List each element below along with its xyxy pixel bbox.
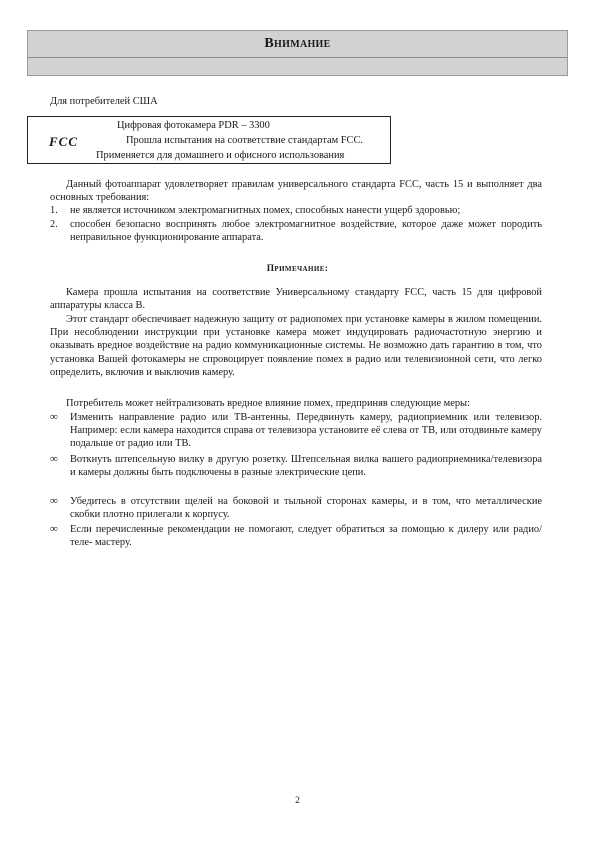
- measure-text: Воткнуть штепсельную вилку в другую розетку. Штепсельная вилка вашего радиоприемника/телевизора и камеры должны быть подключены в разные электрические цепи.: [70, 454, 542, 479]
- measure-text: Убедитесь в отсутствии щелей на боковой и тыльной сторонах камеры, и в том, что металлические скобки плотно прилегали к корпусу.: [70, 496, 542, 521]
- measure-item: [50, 453, 542, 479]
- page-title: Внимание: [264, 36, 331, 51]
- consumer-label: Для потребителей США: [50, 96, 158, 107]
- measure-item: [50, 411, 542, 451]
- note-paragraph: Этот стандарт обеспечивает надежную защиту от радиопомех при установке камеры в жилом помещении. При несоблюдении инструкции при установке камера может индуцировать радиочастотную энергию и оказывать вредное воздействие на радио коммуникационные системы. Не возможно дать гарантию в том, что установка Вашей фотокамеры не спровоцирует появление помех в радио или телевизионной сети, что легко определить, включив и выключив камеру.: [50, 314, 542, 378]
- list-marker: 1.: [50, 205, 58, 216]
- requirement-item: [50, 204, 542, 217]
- fcc-logo: FCC: [49, 134, 79, 149]
- requirement-item: [50, 218, 542, 244]
- measure-text: Если перечисленные рекомендации не помогают, следует обратиться за помощью к дилеру или радио/теле- мастеру.: [70, 524, 542, 549]
- page-number: 2: [295, 796, 300, 806]
- header-banner: [27, 30, 568, 76]
- measure-text: Изменить направление радио или ТВ-антенны. Передвинуть камеру, радиоприемник или телевизор. Например: если камера находится справа от телевизора установите её слева от ТВ, или отодвиньте камеру подальше от радио или ТВ.: [70, 412, 542, 450]
- list-marker: 2.: [50, 219, 58, 230]
- note-paragraph: Потребитель может нейтрализовать вредное влияние помех, предприняв следующие меры:: [66, 398, 470, 409]
- fcc-line-tested: Прошла испытания на соответствие стандартам FCC.: [126, 135, 364, 146]
- note-paragraph: Камера прошла испытания на соответствие Универсальному стандарту FCC, часть 15 для цифровой аппаратуры класса B.: [50, 287, 542, 312]
- measure-item: [50, 523, 542, 549]
- requirement-text: не является источником электромагнитных помех, способных нанести ущерб здоровью;: [70, 205, 461, 216]
- infinity-bullet-icon: ∞: [50, 523, 58, 535]
- measure-item: [50, 495, 542, 521]
- infinity-bullet-icon: ∞: [50, 453, 58, 465]
- infinity-bullet-icon: ∞: [50, 411, 58, 423]
- infinity-bullet-icon: ∞: [50, 495, 58, 507]
- fcc-compliance-box: [27, 116, 391, 164]
- fcc-line-model: Цифровая фотокамера PDR – 3300: [117, 120, 270, 131]
- intro-paragraph: Данный фотоаппарат удовлетворяет правилам универсального стандарта FCC, часть 15 и выполняет два основных требования:: [50, 179, 542, 204]
- banner-divider: [28, 57, 567, 58]
- note-heading: Примечание:: [266, 264, 329, 274]
- requirement-text: способен безопасно воспринять любое электромагнитное воздействие, которое даже может породить неправильное функционирование аппарата.: [70, 219, 542, 244]
- fcc-line-usage: Применяется для домашнего и офисного использования: [96, 150, 345, 161]
